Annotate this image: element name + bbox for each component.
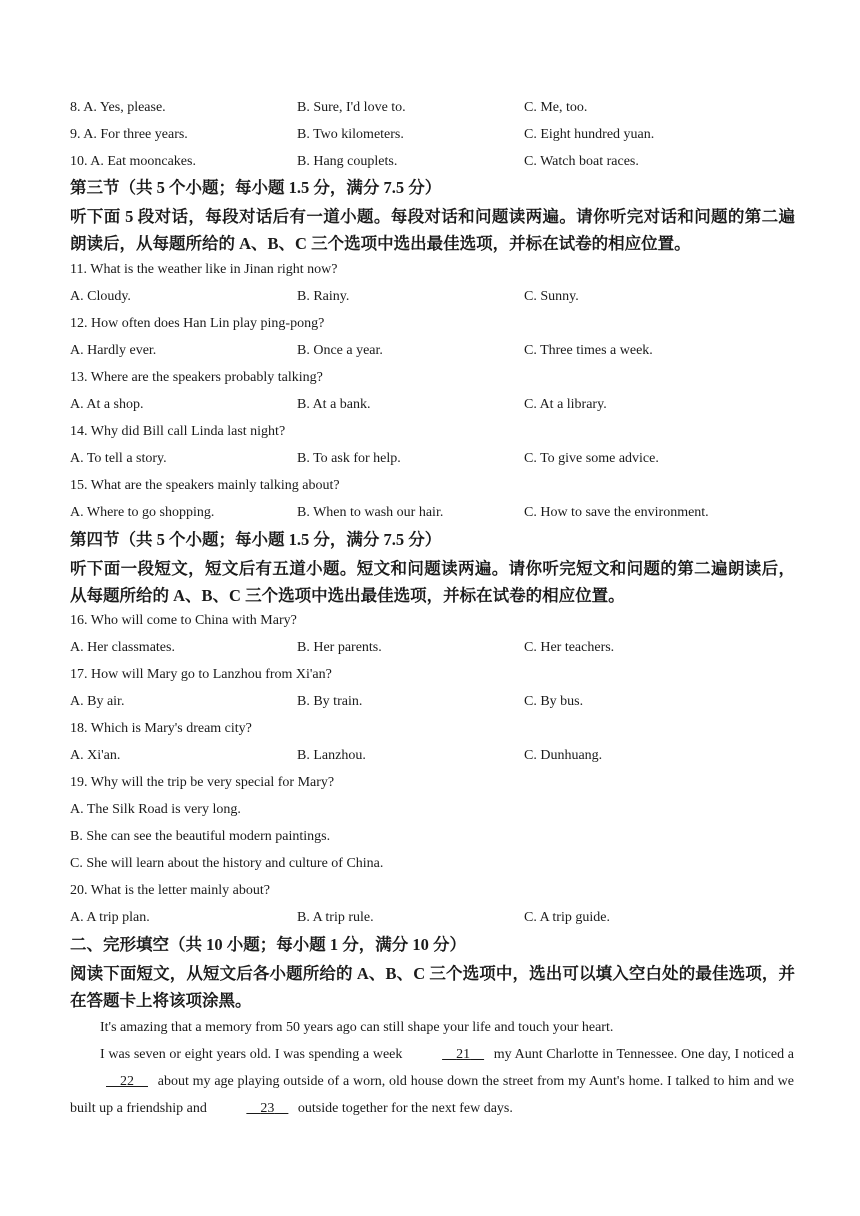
option-a: A. At a shop. [70, 397, 144, 412]
option-b: B. A trip rule. [297, 910, 374, 925]
question-12: 12. How often does Han Lin play ping-pong? [70, 316, 325, 331]
option-b: B. By train. [297, 694, 363, 709]
option-c: C. Her teachers. [524, 640, 615, 655]
passage-paragraph-2 [70, 1041, 794, 1122]
option-b: B. At a bank. [297, 397, 371, 412]
option-c: C. To give some advice. [524, 451, 659, 466]
passage-paragraph-1: It's amazing that a memory from 50 years ago can still shape your life and touch your heart. [100, 1020, 614, 1035]
option-c: C. A trip guide. [524, 910, 610, 925]
blank-21 [406, 1041, 490, 1068]
option-b: B. When to wash our hair. [297, 505, 444, 520]
blank-number: 23 [260, 1101, 275, 1116]
part2-instruction: 阅读下面短文，从短文后各小题所给的 A、B、C 三个选项中，选出可以填入空白处的最佳选项，并在答题卡上将该项涂黑。 [70, 964, 795, 1010]
question-18: 18. Which is Mary's dream city? [70, 721, 252, 736]
passage-text: about my age playing outside of a worn, old house down the street from my Aunt's home. I talked to him and we built up a friendship and [70, 1074, 794, 1116]
section3-instruction: 听下面 5 段对话，每段对话后有一道小题。每段对话和问题读两遍。请你听完对话和问题的第二遍朗读后，从每题所给的 A、B、C 三个选项中选出最佳选项，并标在试卷的相应位置。 [70, 207, 795, 253]
option-row-15 [0, 504, 860, 522]
option-row-11 [0, 288, 860, 306]
passage-text: outside together for the next few days. [297, 1101, 513, 1116]
option-a: A. Hardly ever. [70, 343, 157, 358]
option-a: A. Where to go shopping. [70, 505, 215, 520]
section4-instruction: 听下面一段短文，短文后有五道小题。短文和问题读两遍。请你听完短文和问题的第二遍朗读后，从每题所给的 A、B、C 三个选项中选出最佳选项，并标在试卷的相应位置。 [70, 559, 795, 605]
option-row-17 [0, 693, 860, 711]
option-b: B. Rainy. [297, 289, 350, 304]
option-row-14 [0, 450, 860, 468]
section3-heading: 第三节（共 5 个小题；每小题 1.5 分，满分 7.5 分） [70, 178, 442, 197]
blank-23 [210, 1095, 294, 1122]
option-a: A. Xi'an. [70, 748, 121, 763]
question-13: 13. Where are the speakers probably talking? [70, 370, 323, 385]
option-row-18 [0, 747, 860, 765]
option-c: C. Watch boat races. [524, 154, 639, 169]
option-c: C. Sunny. [524, 289, 579, 304]
blank-number: 21 [456, 1047, 471, 1062]
question-11: 11. What is the weather like in Jinan right now? [70, 262, 338, 277]
option-c: C. Eight hundred yuan. [524, 127, 655, 142]
option-a: A. Her classmates. [70, 640, 175, 655]
option-a: A. To tell a story. [70, 451, 167, 466]
question-17: 17. How will Mary go to Lanzhou from Xi'an? [70, 667, 332, 682]
option-c: C. She will learn about the history and culture of China. [70, 856, 384, 871]
section4-heading: 第四节（共 5 个小题；每小题 1.5 分，满分 7.5 分） [70, 530, 442, 549]
option-c: C. Three times a week. [524, 343, 653, 358]
question-14: 14. Why did Bill call Linda last night? [70, 424, 286, 439]
option-c: C. How to save the environment. [524, 505, 709, 520]
option-row-20 [0, 909, 860, 927]
option-a: 9. A. For three years. [70, 127, 188, 142]
option-row-9 [0, 126, 860, 144]
option-c: C. Dunhuang. [524, 748, 603, 763]
option-a: 8. A. Yes, please. [70, 100, 166, 115]
option-b: B. To ask for help. [297, 451, 401, 466]
option-a: A. The Silk Road is very long. [70, 802, 241, 817]
option-b: B. Once a year. [297, 343, 383, 358]
option-b: B. Hang couplets. [297, 154, 398, 169]
option-b: B. Sure, I'd love to. [297, 100, 406, 115]
option-row-8 [0, 99, 860, 117]
passage-text: my Aunt Charlotte in Tennessee. One day, I noticed a [493, 1047, 794, 1062]
option-row-16 [0, 639, 860, 657]
option-row-12 [0, 342, 860, 360]
question-19: 19. Why will the trip be very special for Mary? [70, 775, 335, 790]
part2-heading: 二、完形填空（共 10 小题；每小题 1 分，满分 10 分） [70, 935, 466, 954]
option-a: A. A trip plan. [70, 910, 150, 925]
option-c: C. At a library. [524, 397, 607, 412]
option-a: 10. A. Eat mooncakes. [70, 154, 196, 169]
option-b: B. Two kilometers. [297, 127, 404, 142]
blank-22 [70, 1068, 154, 1095]
passage-text: I was seven or eight years old. I was spending a week [100, 1047, 403, 1062]
question-15: 15. What are the speakers mainly talking about? [70, 478, 340, 493]
option-row-13 [0, 396, 860, 414]
option-b: B. Her parents. [297, 640, 382, 655]
option-a: A. Cloudy. [70, 289, 131, 304]
question-16: 16. Who will come to China with Mary? [70, 613, 297, 628]
option-c: C. Me, too. [524, 100, 588, 115]
option-c: C. By bus. [524, 694, 584, 709]
option-b: B. Lanzhou. [297, 748, 366, 763]
option-a: A. By air. [70, 694, 125, 709]
question-20: 20. What is the letter mainly about? [70, 883, 270, 898]
blank-number: 22 [120, 1074, 134, 1089]
option-b: B. She can see the beautiful modern paintings. [70, 829, 331, 844]
option-row-10 [0, 153, 860, 171]
